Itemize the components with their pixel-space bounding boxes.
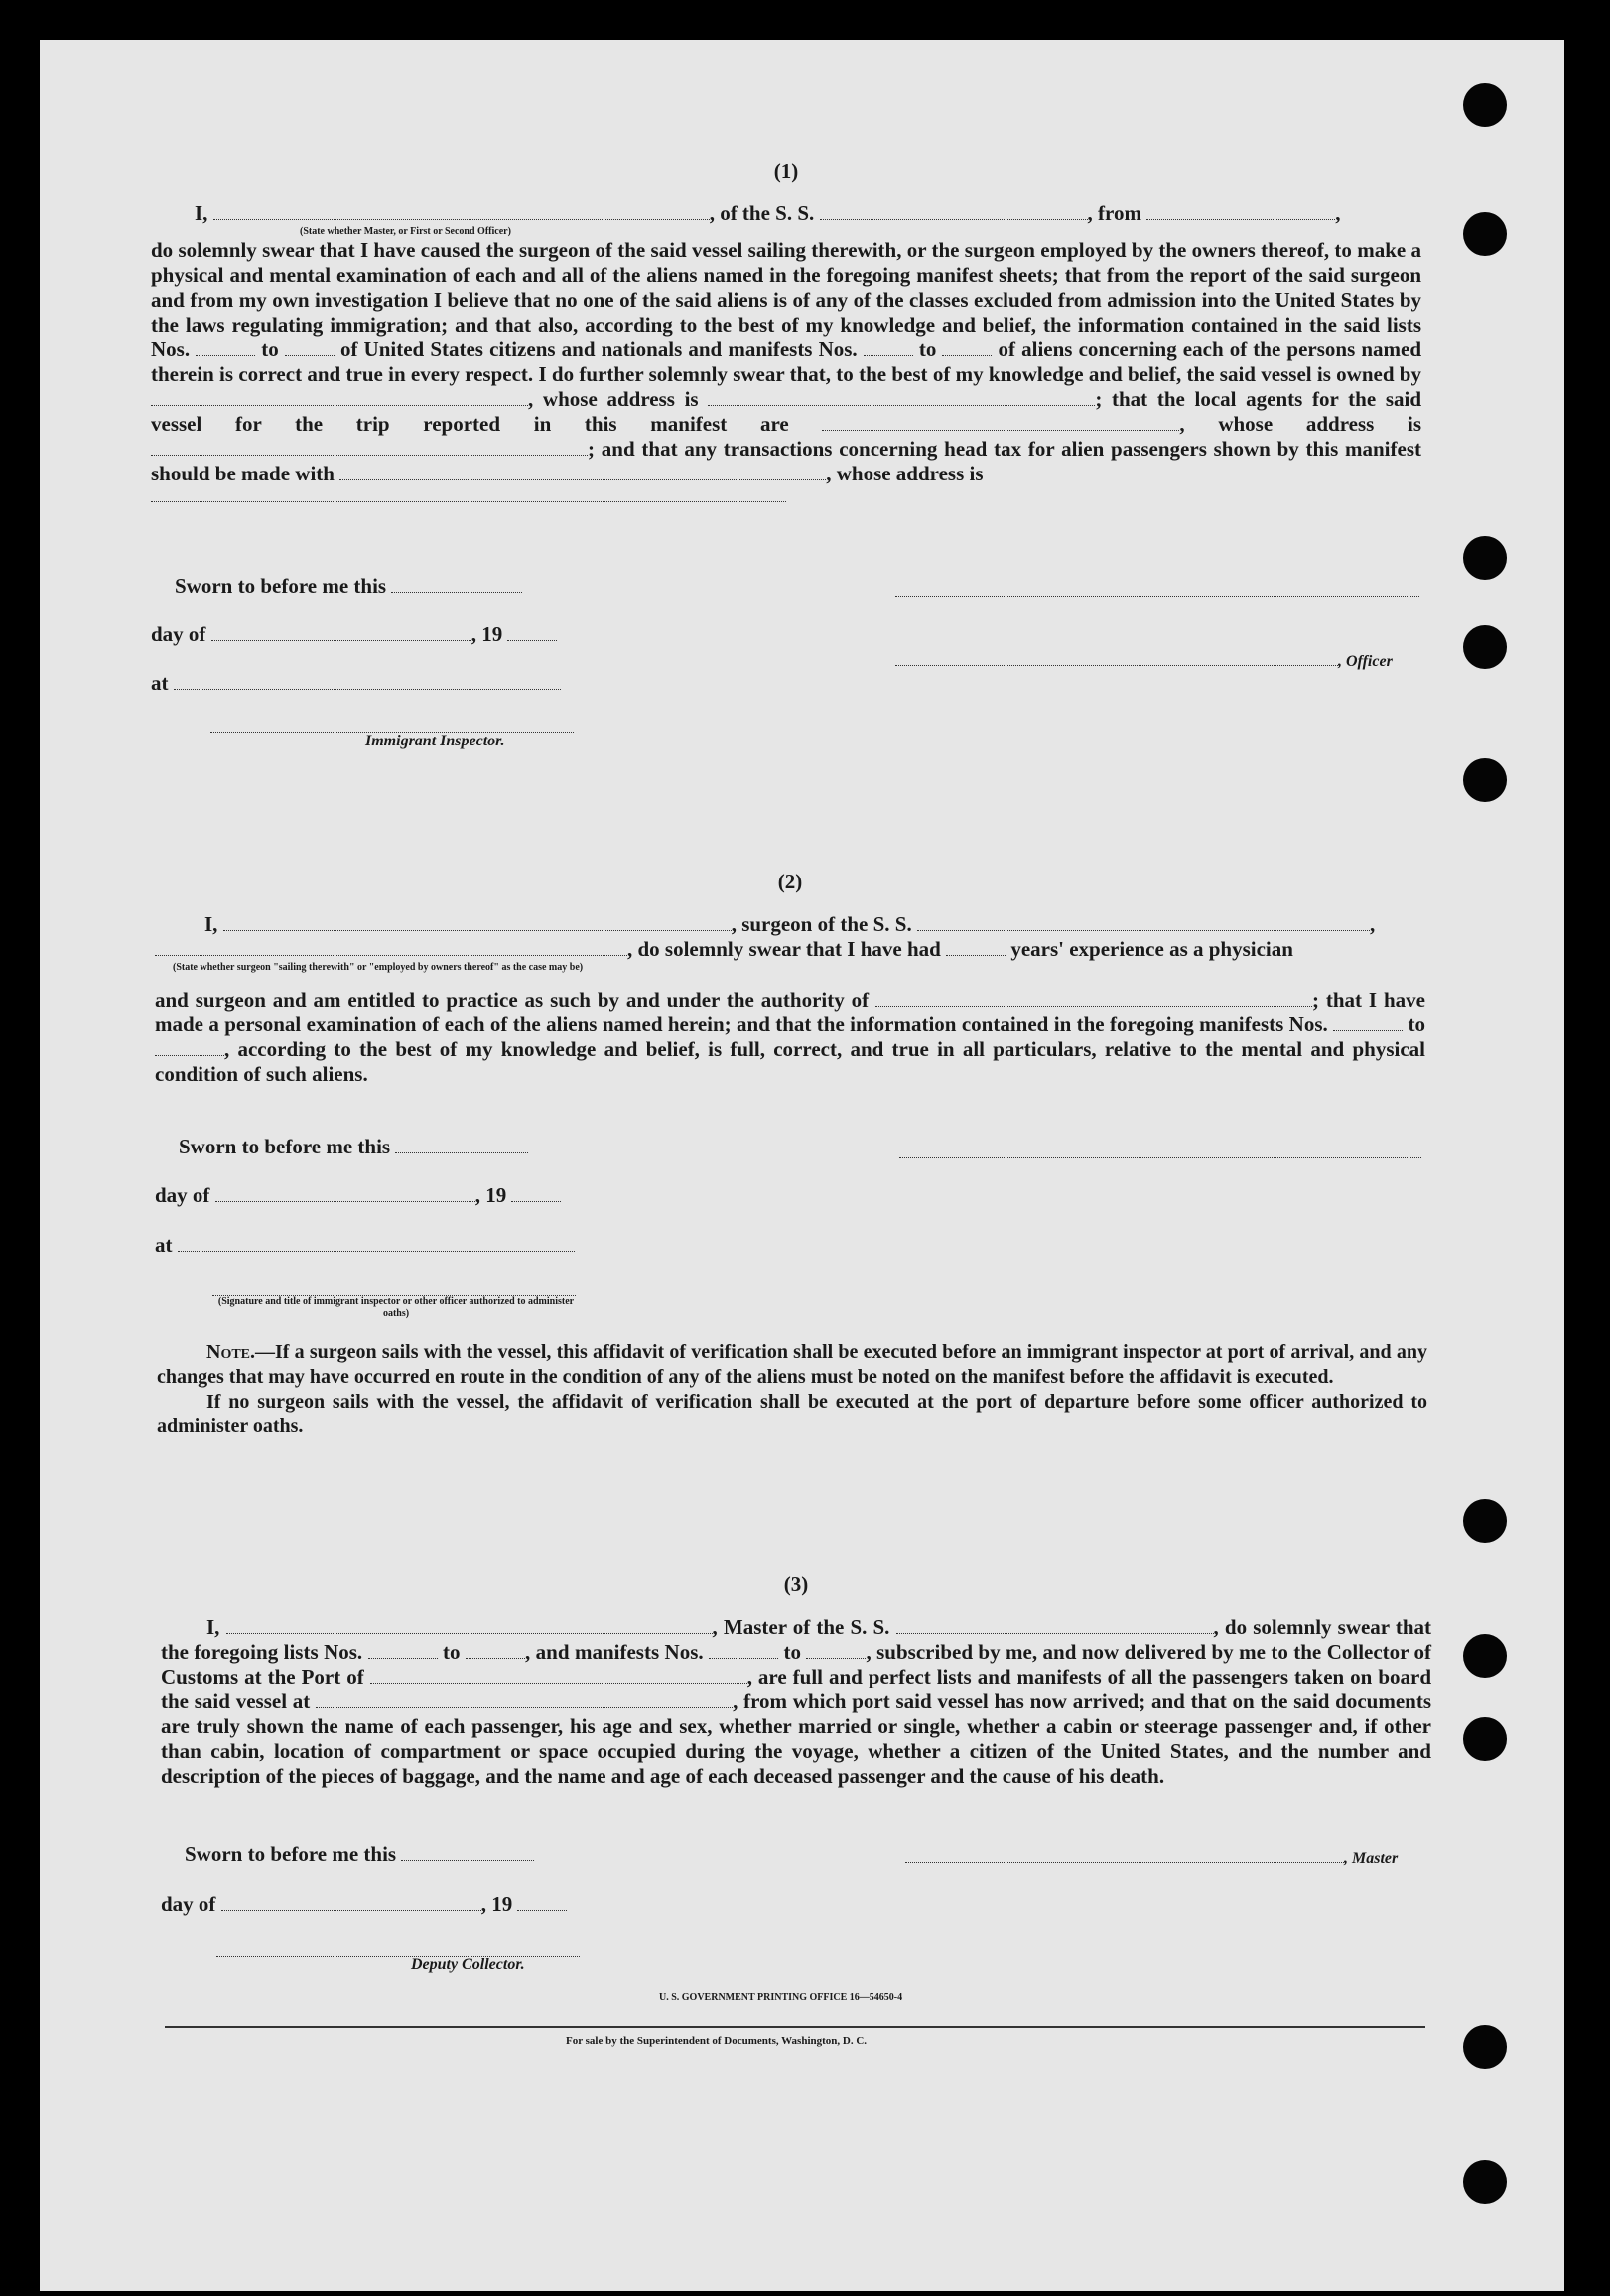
sworn-date-field[interactable] [401,1845,534,1861]
officer-signature-line [895,578,1419,603]
manifests-to-field[interactable] [155,1040,224,1056]
lists-from-field[interactable] [196,340,255,356]
lists-from-field[interactable] [368,1643,438,1659]
head-tax-contact-field[interactable] [339,465,826,480]
inspector-signature: Immigrant Inspector. [210,717,574,750]
at-line: at [151,671,561,696]
master-signature-line: , Master [905,1844,1398,1869]
master-vessel-field[interactable] [896,1618,1214,1634]
vessel-name-field[interactable] [820,204,1088,220]
inspector-signature: (Signature and title of immigrant inspector or other officer authorized to administer oaths) [212,1281,580,1320]
officer-title-field[interactable] [895,650,1338,666]
owner-field[interactable] [151,390,528,406]
section-number: (1) [773,159,799,183]
day-of-line: day of , 19 [151,622,557,647]
agents-address-field[interactable] [151,440,588,456]
manifests-to-field[interactable] [806,1643,866,1659]
day-of-line: day of , 19 [155,1183,561,1208]
years-experience-field[interactable] [946,940,1006,956]
master-signature-field[interactable] [905,1847,1344,1863]
officer-rank-field[interactable] [213,204,710,220]
at-field[interactable] [178,1236,575,1252]
binder-hole [1463,1717,1507,1761]
year-field[interactable] [517,1895,567,1911]
binder-hole [1463,536,1507,580]
day-of-field[interactable] [215,1186,475,1202]
binder-hole [1463,212,1507,256]
lists-to-field[interactable] [285,340,335,356]
sale-notice: For sale by the Superintendent of Documents, Washington, D. C. [566,2035,868,2047]
year-field[interactable] [507,625,557,641]
note-label: Note. [206,1341,256,1363]
day-of-field[interactable] [221,1895,481,1911]
binder-hole [1463,1634,1507,1678]
from-port-field[interactable] [1146,204,1335,220]
sworn-date-field[interactable] [391,577,522,593]
binder-hole [1463,1499,1507,1543]
collector-signature: Deputy Collector. [216,1941,580,1974]
officer-title-line: , Officer [895,647,1393,672]
port-of-arrival-field[interactable] [370,1668,747,1684]
field-caption: (State whether Master, or First or Second Officer) [300,226,511,237]
day-of-field[interactable] [211,625,471,641]
master-name-field[interactable] [226,1618,713,1634]
manifests-from-field[interactable] [1333,1015,1403,1031]
binder-hole [1463,758,1507,802]
local-agents-field[interactable] [822,415,1179,431]
section-2: (2) I, , surgeon of the S. S. , , do solemnly swear that I have had years' experience as a physician (State whether surgeon "sailing therewith" or "employed by owners thereof" as the case may be) and surgeon and am entitled to practice as such by and under the authority of ; that I have made a personal examination of each of the aliens named herein; and that the information contained in the foregoing manifests Nos. to , according to the best of my knowledge and belief, is full, correct, and true in all particulars, relative to the mental and physical condition of such aliens. [155,870,1425,1086]
field-caption: (State whether surgeon "sailing therewith" or "employed by owners thereof" as the case may be) [173,962,584,973]
at-line: at [155,1233,575,1258]
section-1: (1) I, , of the S. S. , from , (State whether Master, or First or Second Officer) do solemnly swear that I have caused the surgeon of the said vessel sailing therewith, or the surgeon employed by the owners thereof, to make a physical and mental examination of each and all of the aliens named in the foregoing manifest sheets; that from the report of the said surgeon and from my own investigation I believe that no one of the said aliens is of any of the classes excluded from admission into the United States by the laws regulating immigration; and that also, according to the best of my knowledge and belief, the information contained in the said lists Nos. to of United States citizens and nationals and manifests Nos. to of aliens concerning each of the persons named therein is correct and true in every respect. I do further solemnly swear that, to the best of my knowledge and belief, the said vessel is owned by , whose address is ; that the local agents for the said vessel for the trip reported in this manifest are , whose address is ; and that any transactions concerning head tax for alien passengers shown by this manifest should be made with , whose address is [151,159,1421,507]
inspector-signature-field[interactable] [212,1281,576,1296]
manifests-from-field[interactable] [864,340,913,356]
printing-office-imprint: U. S. GOVERNMENT PRINTING OFFICE 16—54650-4 [659,1992,903,2003]
lists-to-field[interactable] [466,1643,525,1659]
section-3: (3) I, , Master of the S. S. , do solemnly swear that the foregoing lists Nos. to , and manifests Nos. to , subscribed by me, and now delivered by me to the Collector of Customs at the Port of , are full and perfect lists and manifests of all the passengers taken on board the said vessel at , from which port said vessel has now arrived; and that on the said documents are truly shown the name of each passenger, his age and sex, whether married or single, whether a cabin or steerage passenger and, if other than cabin, location of compartment or space occupied during the voyage, whether a citizen of the United States, and the number and description of the pieces of baggage, and the name and age of each deceased passenger and the cause of his death. [161,1572,1432,1788]
surgeon-signature-line [899,1140,1421,1164]
binder-hole [1463,625,1507,669]
sworn-line: Sworn to before me this [179,1135,528,1159]
manifests-from-field[interactable] [709,1643,778,1659]
owner-address-field[interactable] [708,390,1095,406]
surgeon-name-field[interactable] [155,940,627,956]
officer-signature-field[interactable] [895,581,1419,597]
binder-hole [1463,2160,1507,2204]
port-of-departure-field[interactable] [316,1692,733,1708]
section-1-text: I, , of the S. S. , from , [195,202,1341,225]
practice-authority-field[interactable] [875,991,1312,1007]
surgeon-status-field[interactable] [223,915,732,931]
sworn-date-field[interactable] [395,1138,528,1153]
head-tax-address-field[interactable] [151,486,786,502]
sworn-line: Sworn to before me this [175,574,522,599]
inspector-signature-field[interactable] [210,717,574,733]
manifests-to-field[interactable] [942,340,992,356]
section-number: (2) [777,870,803,893]
note: Note.—If a surgeon sails with the vessel, this affidavit of verification shall be executed before an immigrant inspector at port of arrival, and any changes that may have occurred en route in the condition of any of the aliens must be noted on the manifest before the affidavit is executed. If no surgeon sails with the vessel, the affidavit of verification shall be executed at the port of departure before some officer authorized to administer oaths. [157,1341,1427,1437]
surgeon-signature-field[interactable] [899,1143,1421,1158]
section-number: (3) [783,1572,809,1596]
surgeon-vessel-field[interactable] [917,915,1370,931]
binder-hole [1463,83,1507,127]
year-field[interactable] [511,1186,561,1202]
footer-rule [165,2026,1425,2028]
day-of-line: day of , 19 [161,1892,567,1917]
sworn-line: Sworn to before me this [185,1842,534,1867]
binder-hole [1463,2025,1507,2069]
at-field[interactable] [174,674,561,690]
collector-signature-field[interactable] [216,1941,580,1957]
